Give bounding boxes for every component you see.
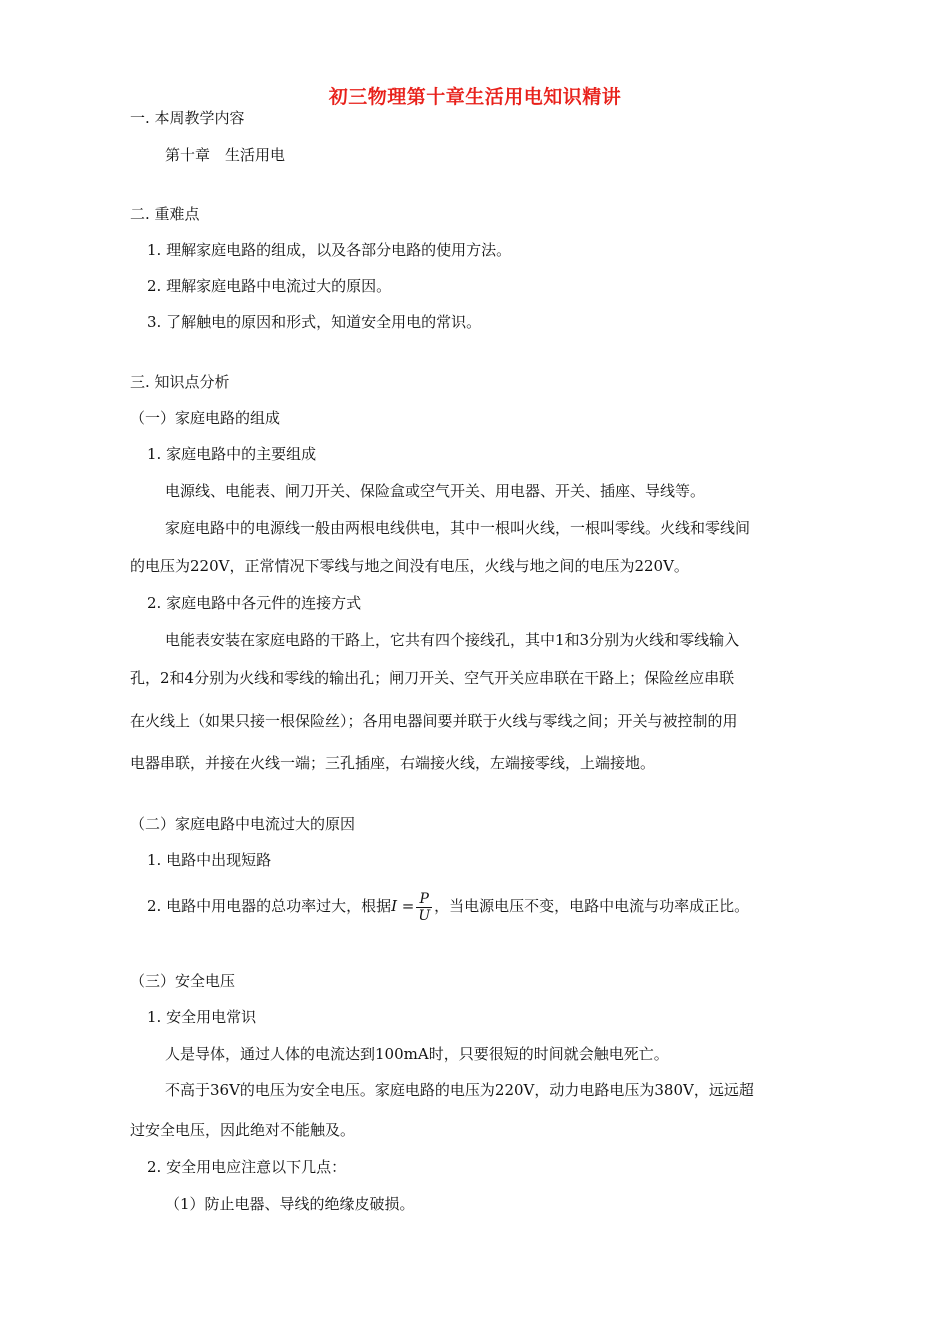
subsection-2-item-1: 1. 电路中出现短路	[147, 851, 272, 869]
paragraph-power-lines-1: 家庭电路中的电源线一般由两根电线供电，其中一根叫火线，一根叫零线。火线和零线间	[165, 519, 751, 537]
key-point-3: 3. 了解触电的原因和形式，知道安全用电的常识。	[147, 313, 482, 331]
formula-lhs: I =	[391, 897, 415, 915]
section-2-heading: 二. 重难点	[130, 205, 200, 223]
item-2-text-before: 2. 电路中用电器的总功率过大，根据	[147, 897, 392, 915]
subsection-1-heading: （一）家庭电路的组成	[130, 409, 281, 427]
subsection-3-heading: （三）安全电压	[130, 972, 236, 990]
paragraph-connections-3: 在火线上（如果只接一根保险丝）；各用电器间要并联于火线与零线之间；开关与被控制的用	[130, 712, 738, 730]
subsection-1-item-2: 2. 家庭电路中各元件的连接方式	[147, 594, 362, 612]
key-point-2: 2. 理解家庭电路中电流过大的原因。	[147, 277, 392, 295]
section-1-content: 第十章 生活用电	[165, 146, 286, 164]
subsection-2-item-2	[147, 886, 749, 926]
subsection-3-item-2: 2. 安全用电应注意以下几点：	[147, 1158, 347, 1176]
subsection-3-item-1: 1. 安全用电常识	[147, 1008, 257, 1026]
formula-denominator: U	[418, 907, 431, 924]
subsection-2-heading: （二）家庭电路中电流过大的原因	[130, 815, 356, 833]
paragraph-connections-1: 电能表安装在家庭电路的干路上，它共有四个接线孔，其中1和3分别为火线和零线输入	[165, 631, 740, 649]
paragraph-connections-2: 孔，2和4分别为火线和零线的输出孔；闸刀开关、空气开关应串联在干路上；保险丝应串联	[130, 669, 735, 687]
subsection-3-sub-item-1: （1）防止电器、导线的绝缘皮破损。	[165, 1195, 415, 1213]
paragraph-connections-4: 电器串联，并接在火线一端；三孔插座，右端接火线，左端接零线，上端接地。	[130, 754, 656, 772]
paragraph-components: 电源线、电能表、闸刀开关、保险盒或空气开关、用电器、开关、插座、导线等。	[165, 482, 706, 500]
section-3-heading: 三. 知识点分析	[130, 373, 230, 391]
item-2-text-after: ，当电源电压不变，电路中电流与功率成正比。	[434, 897, 750, 915]
paragraph-human-conductor: 人是导体，通过人体的电流达到100mA时，只要很短的时间就会触电死亡。	[165, 1045, 669, 1063]
section-1-heading: 一. 本周教学内容	[130, 109, 245, 127]
paragraph-safe-voltage-1: 不高于36V的电压为安全电压。家庭电路的电压为220V，动力电路电压为380V，远远超	[165, 1081, 754, 1099]
key-point-1: 1. 理解家庭电路的组成，以及各部分电路的使用方法。	[147, 241, 512, 259]
document-title: 初三物理第十章生活用电知识精讲	[328, 86, 622, 108]
formula-fraction	[416, 891, 432, 924]
subsection-1-item-1: 1. 家庭电路中的主要组成	[147, 445, 317, 463]
paragraph-power-lines-2: 的电压为220V，正常情况下零线与地之间没有电压，火线与地之间的电压为220V。	[130, 557, 689, 575]
formula-numerator: P	[416, 891, 432, 908]
paragraph-safe-voltage-2: 过安全电压，因此绝对不能触及。	[130, 1121, 356, 1139]
